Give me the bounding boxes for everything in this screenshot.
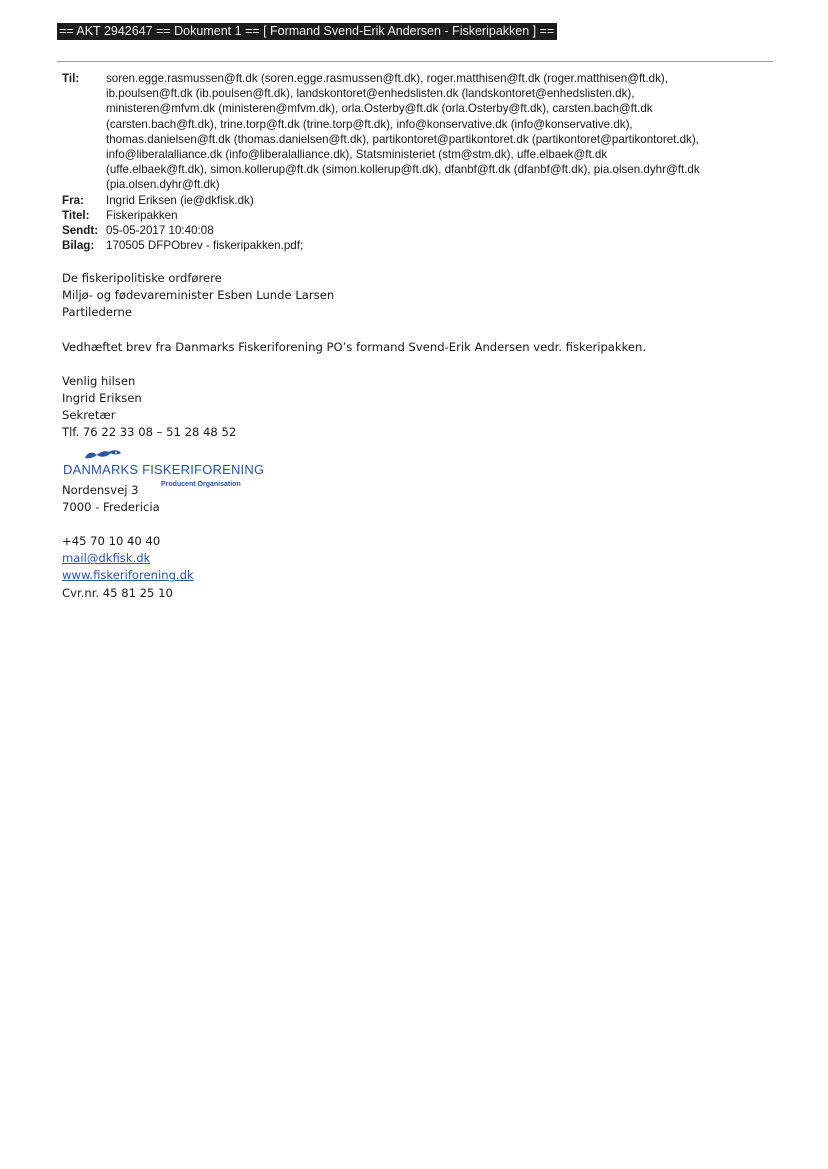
recipient-line: Partilederne <box>62 305 132 320</box>
website-link[interactable]: www.fiskeriforening.dk <box>62 568 194 583</box>
email-link[interactable]: mail@dkfisk.dk <box>62 551 151 566</box>
closing-text: Venlig hilsen <box>62 373 136 388</box>
to-line: info@liberalalliance.dk (info@liberalalliance.dk), Statsministeriet (stm@stm.dk), uffe.elbaek@ft.dk <box>106 148 608 162</box>
title-row <box>62 208 767 223</box>
header-divider <box>57 61 773 62</box>
to-line: (carsten.bach@ft.dk), trine.torp@ft.dk (trine.torp@ft.dk), info@konservative.dk (info@konservative.dk), <box>106 117 633 131</box>
sender-phone: Tlf. 76 22 33 08 – 51 28 48 52 <box>62 425 237 440</box>
company-phone: +45 70 10 40 40 <box>62 534 161 549</box>
to-label: Til: <box>62 72 80 85</box>
to-row <box>62 71 767 193</box>
from-row <box>62 193 767 208</box>
to-line: (pia.olsen.dyhr@ft.dk) <box>106 178 220 192</box>
document-header-bar: == AKT 2942647 == Dokument 1 == [ Formand Svend-Erik Andersen - Fiskeripakken ] == <box>57 23 557 40</box>
recipient-line: De fiskeripolitiske ordførere <box>62 271 222 285</box>
to-value <box>106 71 767 193</box>
email-body <box>62 270 646 602</box>
to-line: ministeren@mfvm.dk (ministeren@mfvm.dk), orla.Osterby@ft.dk (orla.Osterby@ft.dk), carsten.bach@ft.dk <box>106 102 653 116</box>
to-line: (uffe.elbaek@ft.dk), simon.kollerup@ft.dk (simon.kollerup@ft.dk), dfanbf@ft.dk (dfanbf@ft.dk), pia.olsen.dyhr@ft.dk <box>106 163 700 177</box>
title-label: Titel: <box>62 208 90 222</box>
email-metadata <box>62 71 767 253</box>
sent-value: 05-05-2017 10:40:08 <box>106 224 214 238</box>
sender-name: Ingrid Eriksen <box>62 391 142 406</box>
attachment-label: Bilag: <box>62 239 95 253</box>
attachment-value: 170505 DFPObrev - fiskeripakken.pdf; <box>106 239 304 253</box>
to-line: soren.egge.rasmussen@ft.dk (soren.egge.rasmussen@ft.dk), roger.matthisen@ft.dk (roger.matthisen@ft.dk), <box>106 72 668 85</box>
title-value: Fiskeripakken <box>106 208 178 222</box>
fish-logo-icon <box>63 448 253 462</box>
from-label: Fra: <box>62 193 84 207</box>
sent-row <box>62 223 767 238</box>
to-line: ib.poulsen@ft.dk (ib.poulsen@ft.dk), landskontoret@enhedslisten.dk (landskontoret@enhedslisten.dk), <box>106 87 635 101</box>
message-text: Vedhæftet brev fra Danmarks Fiskeriforening PO’s formand Svend-Erik Andersen vedr. fiskeripakken. <box>62 339 647 354</box>
from-value: Ingrid Eriksen (ie@dkfisk.dk) <box>106 193 254 207</box>
sender-role: Sekretær <box>62 408 116 423</box>
cvr-number: Cvr.nr. 45 81 25 10 <box>62 585 173 600</box>
logo-subtitle: Producent Organisation <box>161 480 241 488</box>
address-street: Nordensvej 3 <box>62 482 139 497</box>
address-city: 7000 - Fredericia <box>62 499 160 514</box>
logo-name: DANMARKS FISKERIFORENING <box>63 461 265 477</box>
recipient-line: Miljø- og fødevareminister Esben Lunde Larsen <box>62 288 335 303</box>
company-logo <box>63 448 265 488</box>
attachment-row <box>62 238 767 253</box>
to-line: thomas.danielsen@ft.dk (thomas.danielsen@ft.dk), partikontoret@partikontoret.dk (partikontoret@partikontoret.dk), <box>106 132 699 146</box>
sent-label: Sendt: <box>62 224 99 238</box>
